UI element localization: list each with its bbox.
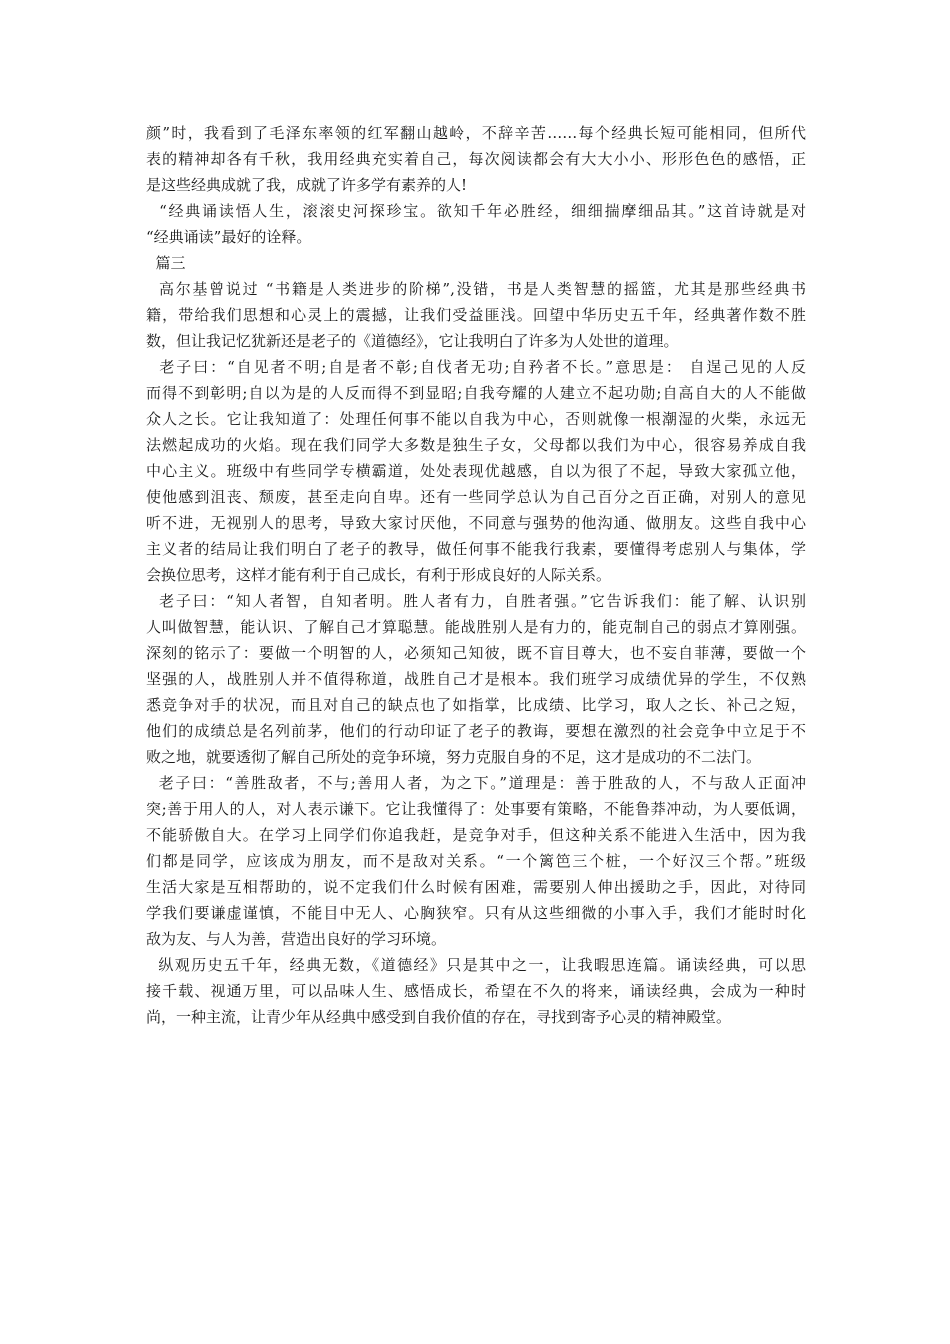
text-line: 深刻的铭示了：要做一个明智的人，必须知己知彼，既不盲目尊大，也不妄自菲薄，要做一个 — [146, 644, 806, 662]
text-line: 坚强的人，战胜别人并不值得称道，战胜自己才是根本。我们班学习成绩优异的学生，不仅熟 — [146, 670, 806, 688]
text-line: 数，但让我记忆犹新还是老子的《道德经》，它让我明白了许多为人处世的道理。 — [146, 332, 679, 350]
text-line: 是这些经典成就了我，成就了许多学有素养的人! — [146, 176, 468, 194]
text-line: 生活大家是互相帮助的，说不定我们什么时候有困难，需要别人伸出援助之手，因此，对待同 — [146, 878, 806, 896]
text-line: 接千载、视通万里，可以品味人生、感悟成长，希望在不久的将来，诵读经典，会成为一种时 — [146, 982, 806, 1000]
text-line: 众人之长。它让我知道了：处理任何事不能以自我为中心，否则就像一根潮湿的火柴，永远无 — [146, 410, 806, 428]
text-line: 老子曰：“自见者不明;自是者不彰;自伐者无功;自矜者不长。”意思是： 自逞己见的人反 — [146, 358, 806, 376]
text-line: 们都是同学，应该成为朋友，而不是敌对关系。“一个篱笆三个桩，一个好汉三个帮。”班级 — [146, 852, 806, 870]
text-line: 使他感到沮丧、颓废，甚至走向自卑。还有一些同学总认为自己百分之百正确，对别人的意见 — [146, 488, 806, 506]
text-line: 纵观历史五千年，经典无数，《道德经》只是其中之一，让我暇思连篇。诵读经典，可以思 — [146, 956, 806, 974]
text-line: “经典诵读悟人生，滚滚史河探珍宝。欲知千年必胜经，细细揣摩细品其。”这首诗就是对 — [146, 202, 806, 220]
text-line: 突;善于用人的人，对人表示谦下。它让我懂得了：处事要有策略，不能鲁莽冲动，为人要低调， — [146, 800, 806, 818]
body-text — [146, 120, 806, 1030]
text-line: 败之地，就要透彻了解自己所处的竞争环境，努力克服自身的不足，这才是成功的不二法门。 — [146, 748, 762, 766]
text-line: 他们的成绩总是名列前茅，他们的行动印证了老子的教诲，要想在激烈的社会竞争中立足于不 — [146, 722, 806, 740]
text-line: 学我们要谦虚谨慎，不能目中无人、心胸狭窄。只有从这些细微的小事入手，我们才能时时化 — [146, 904, 806, 922]
text-line: 尚，一种主流，让青少年从经典中感受到自我价值的存在，寻找到寄予心灵的精神殿堂。 — [146, 1008, 732, 1026]
text-line: “经典诵读”最好的诠释。 — [146, 228, 312, 246]
text-line: 老子曰：“知人者智，自知者明。胜人者有力，自胜者强。”它告诉我们：能了解、认识别 — [146, 592, 806, 610]
text-line: 不能骄傲自大。在学习上同学们你追我赶，是竞争对手，但这种关系不能进入生活中，因为我 — [146, 826, 806, 844]
text-line: 表的精神却各有千秋，我用经典充实着自己，每次阅读都会有大大小小、形形色色的感悟，正 — [146, 150, 806, 168]
text-line: 会换位思考，这样才能有利于自己成长，有利于形成良好的人际关系。 — [146, 566, 612, 584]
text-line: 主义者的结局让我们明白了老子的教导，做任何事不能我行我素，要懂得考虑别人与集体，学 — [146, 540, 806, 558]
text-line: 篇三 — [146, 254, 186, 272]
text-line: 老子曰：“善胜敌者，不与;善用人者，为之下。”道理是：善于胜敌的人，不与敌人正面冲 — [146, 774, 806, 792]
text-line: 悉竞争对手的状况，而且对自己的缺点也了如指掌，比成绩、比学习，取人之长、补己之短， — [146, 696, 806, 714]
text-line: 法燃起成功的火焰。现在我们同学大多数是独生子女，父母都以我们为中心，很容易养成自我 — [146, 436, 806, 454]
text-line: 敌为友、与人为善，营造出良好的学习环境。 — [146, 930, 447, 948]
text-line: 中心主义。班级中有些同学专横霸道，处处表现优越感，自以为很了不起，导致大家孤立他， — [146, 462, 806, 480]
text-line: 籍，带给我们思想和心灵上的震撼，让我们受益匪浅。回望中华历史五千年，经典著作数不胜 — [146, 306, 806, 324]
text-line: 高尔基曾说过 “书籍是人类进步的阶梯”,没错，书是人类智慧的摇篮，尤其是那些经典书 — [146, 280, 806, 298]
text-line: 人叫做智慧，能认识、了解自己才算聪慧。能战胜别人是有力的，能克制自己的弱点才算刚强。 — [146, 618, 806, 636]
text-line: 颜”时，我看到了毛泽东率领的红军翻山越岭，不辞辛苦……每个经典长短可能相同，但所代 — [146, 124, 806, 142]
text-line: 听不进，无视别人的思考，导致大家讨厌他，不同意与强势的他沟通、做朋友。这些自我中心 — [146, 514, 806, 532]
text-line: 而得不到彰明;自以为是的人反而得不到显昭;自我夸耀的人建立不起功勋;自高自大的人不能做 — [146, 384, 806, 402]
